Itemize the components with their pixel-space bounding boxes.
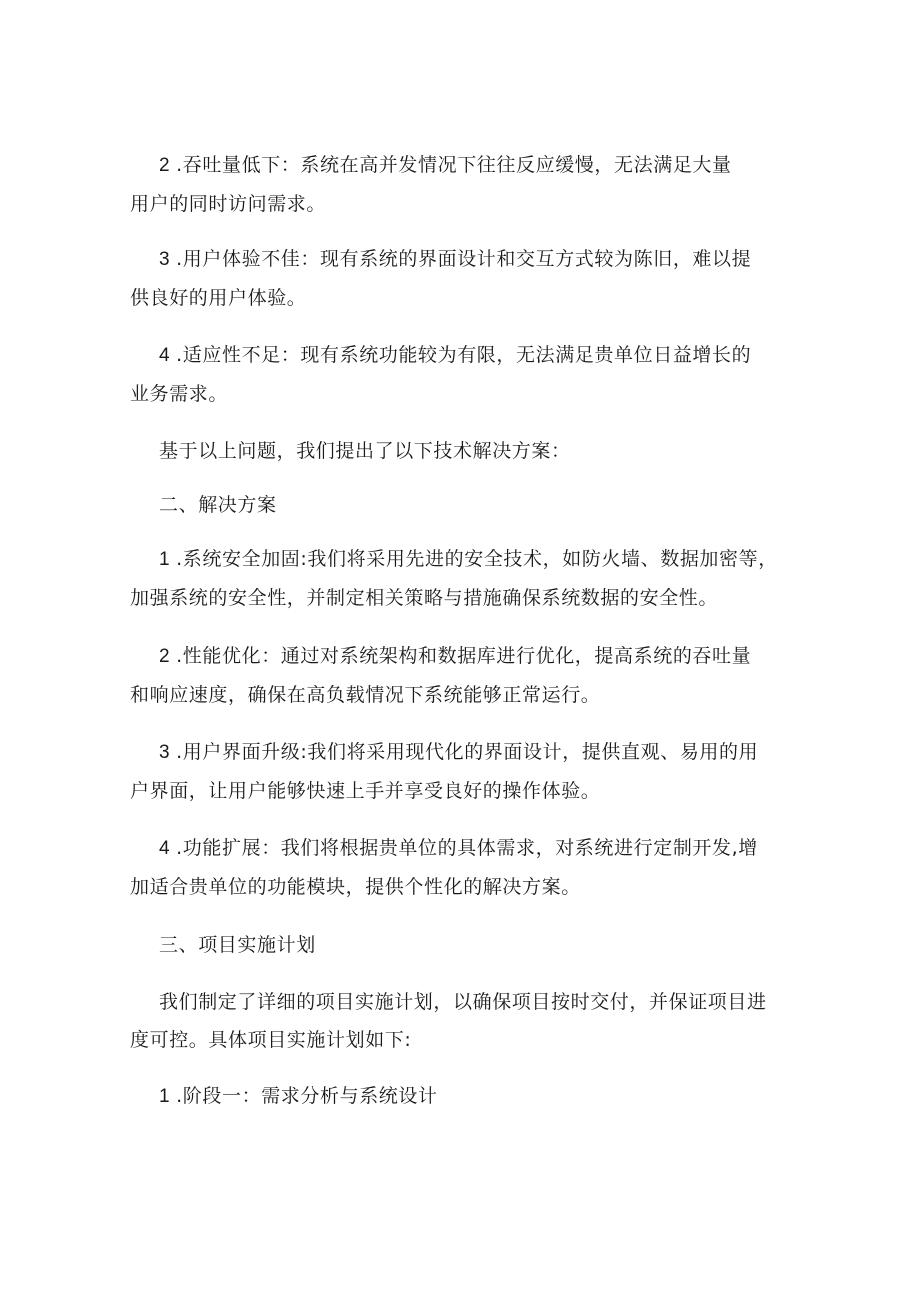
item-text-line2: 用户的同时访问需求。	[130, 193, 327, 215]
item-number: 2	[159, 646, 171, 667]
solution-item-3	[130, 733, 790, 810]
phase-text: .阶段一：需求分析与系统设计	[176, 1085, 438, 1107]
problem-item-2	[130, 146, 790, 223]
phase-item-1	[130, 1077, 790, 1116]
item-text-line2: 供良好的用户体验。	[130, 287, 307, 309]
item-text-line1: .性能优化：通过对系统架构和数据库进行优化，提高系统的吞吐量	[176, 645, 752, 667]
item-text-line1: .吞吐量低下：系统在高并发情况下往往反应缓慢，无法满足大量	[176, 154, 732, 176]
item-text-line1: .用户体验不佳：现有系统的界面设计和交互方式较为陈旧，难以提	[176, 248, 752, 270]
item-text-line1: .系统安全加固:我们将采用先进的安全技术，如防火墙、数据加密等，	[176, 548, 778, 570]
item-text-line1: .用户界面升级:我们将采用现代化的界面设计，提供直观、易用的用	[176, 741, 759, 763]
problem-item-3	[130, 240, 790, 317]
item-number: 4	[159, 345, 171, 366]
solution-item-2	[130, 637, 790, 714]
solutions-intro-text: 基于以上问题，我们提出了以下技术解决方案：	[159, 440, 571, 462]
item-number: 1	[159, 549, 171, 570]
item-text-line2: 业务需求。	[130, 383, 229, 405]
item-number: 2	[159, 155, 171, 176]
item-text-line2: 加适合贵单位的功能模块，提供个性化的解决方案。	[130, 876, 581, 898]
section-heading-solutions: 二、解决方案	[159, 494, 277, 516]
solution-item-1	[130, 540, 790, 617]
section-heading-plan: 三、项目实施计划	[159, 934, 316, 956]
problem-item-4	[130, 336, 790, 413]
solution-item-4	[130, 829, 790, 906]
item-number: 3	[159, 742, 171, 763]
item-text-line1: .功能扩展：我们将根据贵单位的具体需求，对系统进行定制开发,增	[176, 837, 758, 859]
item-text-line1: .适应性不足：现有系统功能较为有限，无法满足贵单位日益增长的	[176, 344, 752, 366]
item-number: 1	[159, 1086, 171, 1107]
item-text-line2: 加强系统的安全性，并制定相关策略与措施确保系统数据的安全性。	[130, 587, 719, 609]
plan-intro-line2: 度可控。具体项目实施计划如下:	[130, 1029, 412, 1051]
plan-intro	[130, 983, 790, 1059]
item-number: 3	[159, 249, 171, 270]
plan-intro-line1: 我们制定了详细的项目实施计划，以确保项目按时交付，并保证项目进	[159, 991, 767, 1013]
item-text-line2: 户界面，让用户能够快速上手并享受良好的操作体验。	[130, 780, 601, 802]
item-text-line2: 和响应速度，确保在高负载情况下系统能够正常运行。	[130, 684, 601, 706]
solutions-intro	[130, 432, 790, 470]
item-number: 4	[159, 838, 171, 859]
